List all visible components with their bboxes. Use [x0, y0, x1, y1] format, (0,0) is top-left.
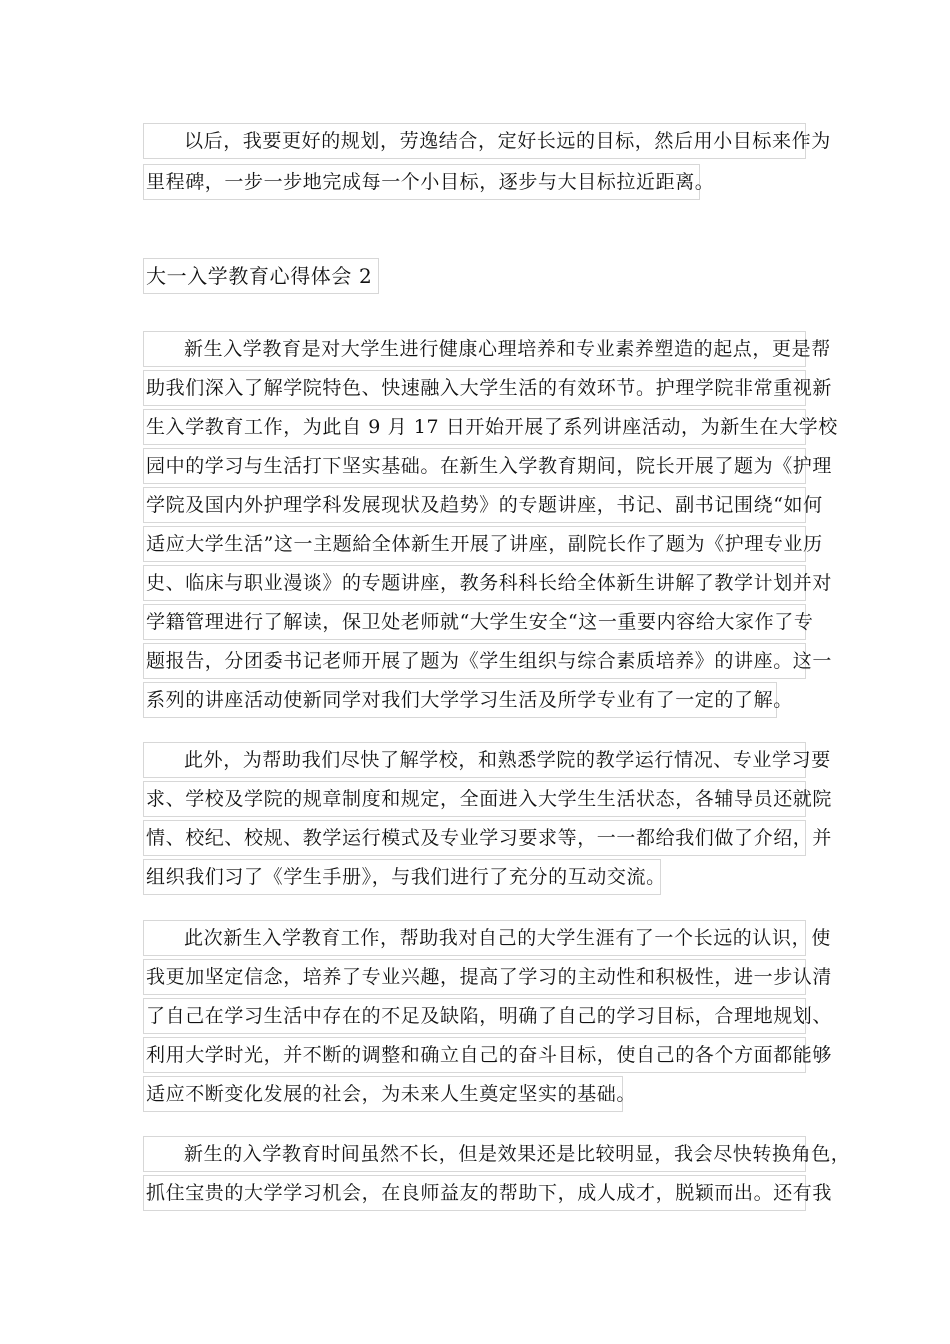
- paragraph-line: 适应不断变化发展的社会，为未来人生奠定坚实的基础。: [143, 1076, 623, 1112]
- paragraph-line: 系列的讲座活动使新同学对我们大学学习生活及所学专业有了一定的了解。: [143, 682, 777, 718]
- paragraph-line: 了自己在学习生活中存在的不足及缺陷，明确了自己的学习目标，合理地规划、: [143, 998, 806, 1034]
- paragraph-line: 新生的入学教育时间虽然不长，但是效果还是比较明显，我会尽快转换角色，: [143, 1136, 806, 1172]
- paragraph-line: 此次新生入学教育工作，帮助我对自己的大学生涯有了一个长远的认识，使: [143, 920, 806, 956]
- paragraph-line: 抓住宝贵的大学学习机会，在良师益友的帮助下，成人成才，脱颖而出。还有我: [143, 1175, 806, 1211]
- paragraph-line: 组织我们习了《学生手册》，与我们进行了充分的互动交流。: [143, 859, 661, 895]
- paragraph-line: 情、校纪、校规、教学运行模式及专业学习要求等，一一都给我们做了介绍，并: [143, 820, 806, 856]
- paragraph-line: 园中的学习与生活打下坚实基础。在新生入学教育期间，院长开展了题为《护理: [143, 448, 806, 484]
- paragraph-line: 题报告，分团委书记老师开展了题为《学生组织与综合素质培养》的讲座。这一: [143, 643, 806, 679]
- paragraph-line: 我更加坚定信念，培养了专业兴趣，提高了学习的主动性和积极性，进一步认清: [143, 959, 806, 995]
- paragraph-line: 利用大学时光，并不断的调整和确立自己的奋斗目标，使自己的各个方面都能够: [143, 1037, 806, 1073]
- paragraph-line: 此外，为帮助我们尽快了解学校，和熟悉学院的教学运行情况、专业学习要: [143, 742, 806, 778]
- paragraph-line: 以后，我要更好的规划，劳逸结合，定好长远的目标，然后用小目标来作为: [143, 123, 806, 159]
- paragraph-line: 新生入学教育是对大学生进行健康心理培养和专业素养塑造的起点，更是帮: [143, 331, 806, 367]
- paragraph-line: 里程碑，一步一步地完成每一个小目标，逐步与大目标拉近距离。: [143, 164, 700, 200]
- paragraph-line: 学院及国内外护理学科发展现状及趋势》的专题讲座，书记、副书记围绕“如何: [143, 487, 806, 523]
- paragraph-line: 史、临床与职业漫谈》的专题讲座，教务科科长给全体新生讲解了教学计划并对: [143, 565, 806, 601]
- paragraph-line: 学籍管理进行了解读，保卫处老师就“大学生安全“这一重要内容给大家作了专: [143, 604, 806, 640]
- section-heading: 大一入学教育心得体会 2: [143, 258, 379, 294]
- paragraph-line: 助我们深入了解学院特色、快速融入大学生活的有效环节。护理学院非常重视新: [143, 370, 806, 406]
- paragraph-line: 生入学教育工作，为此自 9 月 17 日开始开展了系列讲座活动，为新生在大学校: [143, 409, 806, 445]
- paragraph-line: 求、学校及学院的规章制度和规定，全面进入大学生生活状态，各辅导员还就院: [143, 781, 806, 817]
- paragraph-line: 适应大学生活”这一主题給全体新生开展了讲座，副院长作了题为《护理专业历: [143, 526, 806, 562]
